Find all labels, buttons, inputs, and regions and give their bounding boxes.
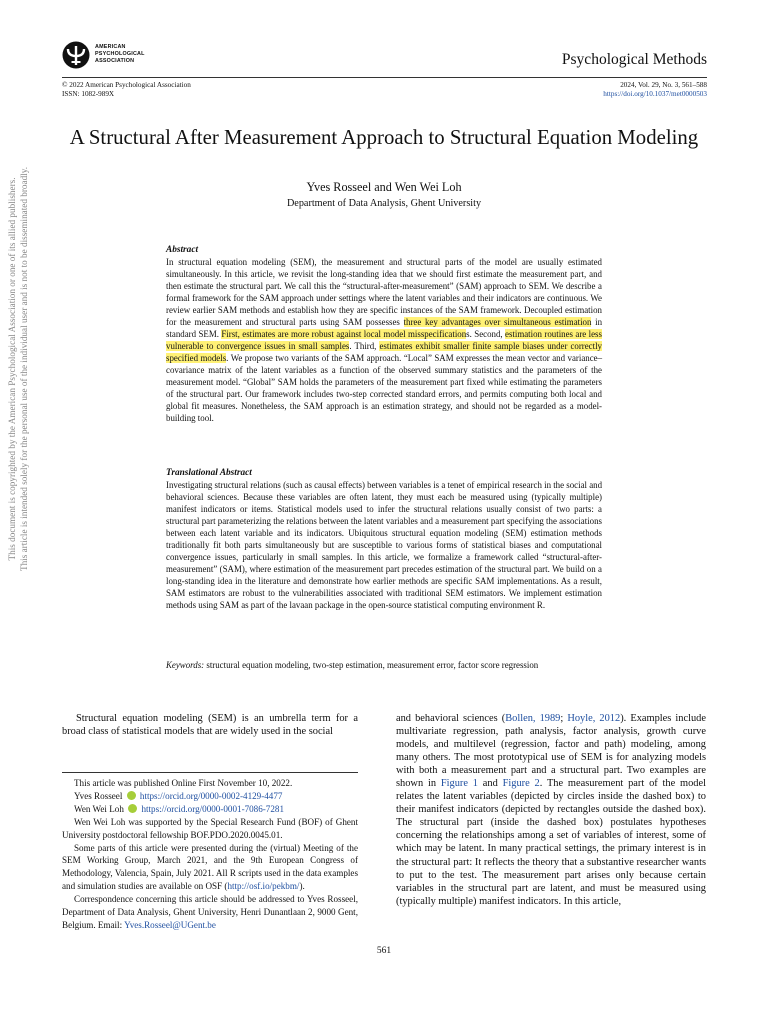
osf-link[interactable]: http://osf.io/pekbm/ — [227, 881, 300, 892]
ref-bollen-1989[interactable]: Bollen, 1989 — [505, 713, 561, 724]
keywords — [166, 660, 538, 670]
publisher-line: ASSOCIATION — [95, 58, 135, 64]
keywords-label: Keywords: — [166, 660, 205, 670]
footnote-rule — [62, 772, 358, 773]
page-number: 561 — [376, 946, 392, 956]
abstract-segment: . Third, — [349, 341, 380, 352]
copyright-block — [62, 81, 191, 98]
author-orcid-2 — [62, 803, 358, 816]
body-segment: ; — [560, 713, 568, 724]
abstract — [166, 244, 602, 424]
highlight: First, estimates are more robust against local model misspecification — [221, 329, 467, 340]
abstract-heading: Abstract — [166, 245, 199, 255]
figure-2-link[interactable]: Figure 2 — [502, 778, 540, 790]
copyright: © 2022 American Psychological Association — [62, 81, 191, 89]
orcid-link[interactable]: https://orcid.org/0000-0002-4129-4477 — [139, 790, 283, 801]
notice-line-2: This article is intended solely for the personal use of the individual user and is not to be disseminated broadly. — [19, 166, 29, 572]
abstract-segment: In structural equation modeling (SEM), the measurement and structural parts of the model are usually estimated simultaneously. In this article, we revisit the long-standing idea that we should first estimate the measurement part, and then estimate the structural part. We call this the “structural-after-measurement” (SAM) approach to SEM. We describe a formal framework for the SAM approach under settings where the latent variables and their indicators are continuous. We review earlier SAM methods and establish how they are specific instances of the SAM framework. Decoupled estimation for the measurement and structural parts using SAM possesses — [166, 257, 602, 328]
body-segment: and — [477, 778, 503, 790]
published-note: This article was published Online First November 10, 2022. — [74, 778, 293, 788]
publisher-line: PSYCHOLOGICAL — [95, 51, 145, 57]
highlight: three key advantages over simultaneous estimation — [403, 317, 592, 328]
body-left-column: Structural equation modeling (SEM) is an umbrella term for a broad class of statistical models that are widely used in the social — [62, 713, 358, 738]
author-name: Wen Wei Loh — [74, 803, 124, 814]
correspondence-note — [62, 893, 358, 932]
author-orcid-1 — [62, 790, 358, 803]
issn: ISSN: 1082-989X — [62, 89, 115, 98]
abstract-segment: s. Second, — [466, 329, 506, 340]
body-segment: and behavioral sciences ( — [396, 713, 506, 724]
translational-heading: Translational Abstract — [166, 468, 252, 478]
funding-note: Wen Wei Loh was supported by the Special Research Fund (BOF) of Ghent University postdoctoral fellowship BOF.PDO.2020.0045.01. — [62, 816, 358, 840]
publisher-line: AMERICAN — [95, 44, 126, 50]
citation-block — [603, 81, 707, 98]
meeting-note — [62, 842, 358, 894]
translational-text: Investigating structural relations (such as causal effects) between variables is a tenet of empirical research in the social and behavioral sciences. Because these variables are often latent, they must each be measured using (typically multiple) manifest indicators or items. Statistical models used to infer the structural relations usually consist of two parts: a structural part parameterizing the relations between the latent variables and a measurement part specifying the associations between each latent variable and its indicators. Ubiquitous structural equation modeling (SEM) estimation methods traditionally fit both parts simultaneously but are susceptible to various forms of statistical biases and computational convergence issues, particularly in small samples. In this article, we formalize a framework called “structural-after-measurement” (SAM), where estimation of the measurement part precedes estimation of the structural part. We build on a long-standing idea in the literature and demonstrate how earlier methods are specific SAM implementations. As a result, SAM estimators are robust to the vulnerabilities associated with traditional SEM estimators. We implement estimation methods using SAM as part of the lavaan package in the open-source statistical computing environment R. — [166, 480, 603, 611]
orcid-icon — [127, 791, 136, 800]
author-name: Yves Rosseel — [74, 790, 123, 801]
abstract-text — [166, 256, 602, 424]
orcid-link[interactable]: https://orcid.org/0000-0001-7086-7281 — [141, 803, 284, 814]
citation: 2024, Vol. 29, No. 3, 561–588 — [620, 81, 707, 89]
footnotes — [62, 777, 358, 932]
abstract-segment: . We propose two variants of the SAM approach. “Local” SAM expresses the mean vector and variance–covariance matrix of the latent variables as a function of the observed summary statistics and the parameters of the measurement model. “Global” SAM holds the parameters of the measurement part fixed while estimating the parameters of the structural part. Our framework includes two-step corrected standard errors, and permits computing both local and global fit measures. Nonetheless, the SAM approach is an estimation strategy, and should not be regarded as a model-building tool. — [166, 353, 603, 424]
note-segment: ). — [299, 881, 305, 892]
keywords-list: structural equation modeling, two-step estimation, measurement error, factor score regression — [204, 660, 539, 670]
body-segment: ). Examples include multivariate regression, path analysis, factor analysis, growth curve models, and multilevel (regression, factor and path) modeling, among many others. The most prototypical use of SEM is for analyzing models with both a measurement part and a structural part. Two examples are shown in — [396, 713, 706, 790]
body-segment: . The measurement part of the model relates the latent variables (depicted by circles inside the dashed box) to their manifest indicators (depicted by rectangles outside the dashed box). The structural part (inside the dashed box) postulates hypotheses concerning the relationships among a set of variables of interest, some of which may be latent. In many practical settings, the primary interest is in the structural part: It reflects the theory that a substantive researcher wants to put to the test. The measurement part arises only because certain variables in the structural part are latent, and must be measured using (typically multiple) manifest indicators. In this article, — [396, 778, 707, 907]
highlight: estimates exhibit smaller finite sample biases under correctly specified models — [166, 341, 602, 364]
abstract-segment: in standard SEM. — [166, 317, 603, 340]
highlight: estimation routines are less vulnerable to convergence issues in small samples — [166, 329, 602, 352]
body-right-column — [396, 712, 706, 908]
note-segment: Correspondence concerning this article should be addressed to Yves Rosseel, Department of Data Analysis, Ghent University, Henri Dunantlaan 2, 9000 Gent, Belgium. Email: — [62, 894, 358, 930]
note-segment: Some parts of this article were presented during the (virtual) Meeting of the SEM Working Group, March 2021, and the 9th European Congress of Methodology, Valencia, Spain, July 2021. All R scripts used in the data examples and simulation studies are available on OSF ( — [62, 842, 358, 892]
affiliation: Department of Data Analysis, Ghent University — [286, 198, 482, 209]
doi-link[interactable]: https://doi.org/10.1037/met0000503 — [603, 89, 707, 98]
authors: Yves Rosseel and Wen Wei Loh — [306, 180, 462, 194]
copyright-notice-vertical — [6, 9, 30, 729]
article-title: A Structural After Measurement Approach to Structural Equation Modeling — [69, 126, 699, 149]
ref-hoyle-2012[interactable]: Hoyle, 2012 — [567, 713, 621, 724]
apa-psi-icon — [62, 41, 90, 69]
translational-abstract — [166, 467, 602, 611]
orcid-icon — [128, 804, 137, 813]
figure-1-link[interactable]: Figure 1 — [440, 778, 478, 790]
apa-logo — [62, 41, 192, 69]
publisher-name — [95, 44, 145, 65]
journal-name: Psychological Methods — [561, 51, 707, 68]
email-link[interactable]: Yves.Rosseel@UGent.be — [124, 919, 216, 930]
header-rule — [62, 77, 707, 78]
notice-line-1: This document is copyrighted by the American Psychological Association or one of its allied publishers. — [7, 177, 17, 561]
